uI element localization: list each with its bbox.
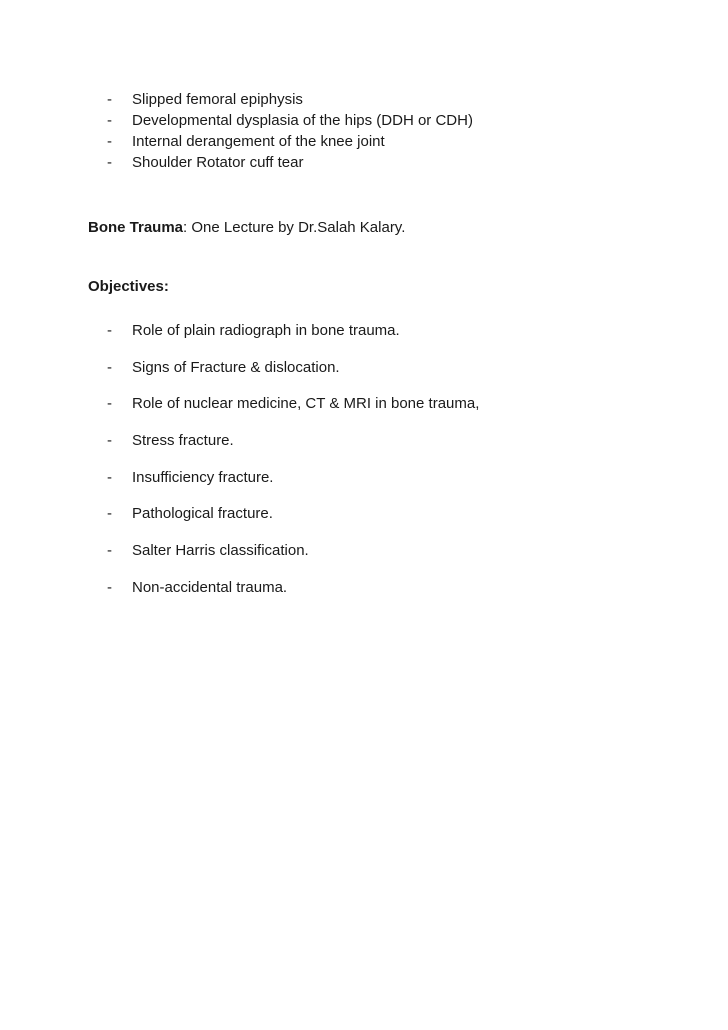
list-item-text: Signs of Fracture & dislocation. (132, 358, 340, 376)
list-item (107, 152, 473, 173)
bullet-dash: - (107, 542, 112, 560)
bullet-dash: - (107, 358, 112, 376)
bullet-dash: - (107, 322, 112, 339)
bullet-dash: - (107, 154, 112, 171)
list-item (107, 110, 473, 131)
bone-trauma-text: : One Lecture by Dr.Salah Kalary. (183, 219, 406, 236)
list-item-text: Role of nuclear medicine, CT & MRI in bone trauma, (132, 395, 480, 413)
list-item-text: Slipped femoral epiphysis (132, 91, 303, 108)
bullet-dash: - (107, 468, 112, 486)
list-item (107, 357, 479, 394)
list-item-text: Role of plain radiograph in bone trauma. (132, 322, 400, 339)
list-item (107, 467, 479, 504)
list-item-text: Salter Harris classification. (132, 542, 309, 560)
list-item (107, 131, 473, 152)
list-item (107, 393, 479, 430)
list-item-text: Developmental dysplasia of the hips (DDH or CDH) (132, 112, 473, 129)
bone-trauma-line (88, 217, 405, 238)
list-item (107, 540, 479, 577)
objectives-heading: Objectives: (88, 278, 169, 295)
list-item (107, 89, 473, 110)
list-item-text: Non-accidental trauma. (132, 578, 288, 596)
objectives-list (107, 320, 479, 614)
bone-trauma-label: Bone Trauma (88, 219, 184, 236)
list-item (107, 430, 479, 467)
list-item-text: Pathological fracture. (132, 505, 273, 523)
bullet-dash: - (107, 578, 112, 596)
list-item-text: Internal derangement of the knee joint (132, 133, 385, 150)
list-item-text: Stress fracture. (132, 432, 234, 450)
list-item-text: Insufficiency fracture. (132, 468, 274, 486)
list-item-text: Shoulder Rotator cuff tear (132, 154, 304, 171)
intro-list (107, 89, 473, 173)
bullet-dash: - (107, 91, 112, 108)
bullet-dash: - (107, 505, 112, 523)
list-item (107, 577, 479, 614)
bullet-dash: - (107, 395, 112, 413)
bullet-dash: - (107, 112, 112, 129)
list-item (107, 503, 479, 540)
bullet-dash: - (107, 432, 112, 450)
bullet-dash: - (107, 133, 112, 150)
list-item (107, 320, 479, 357)
